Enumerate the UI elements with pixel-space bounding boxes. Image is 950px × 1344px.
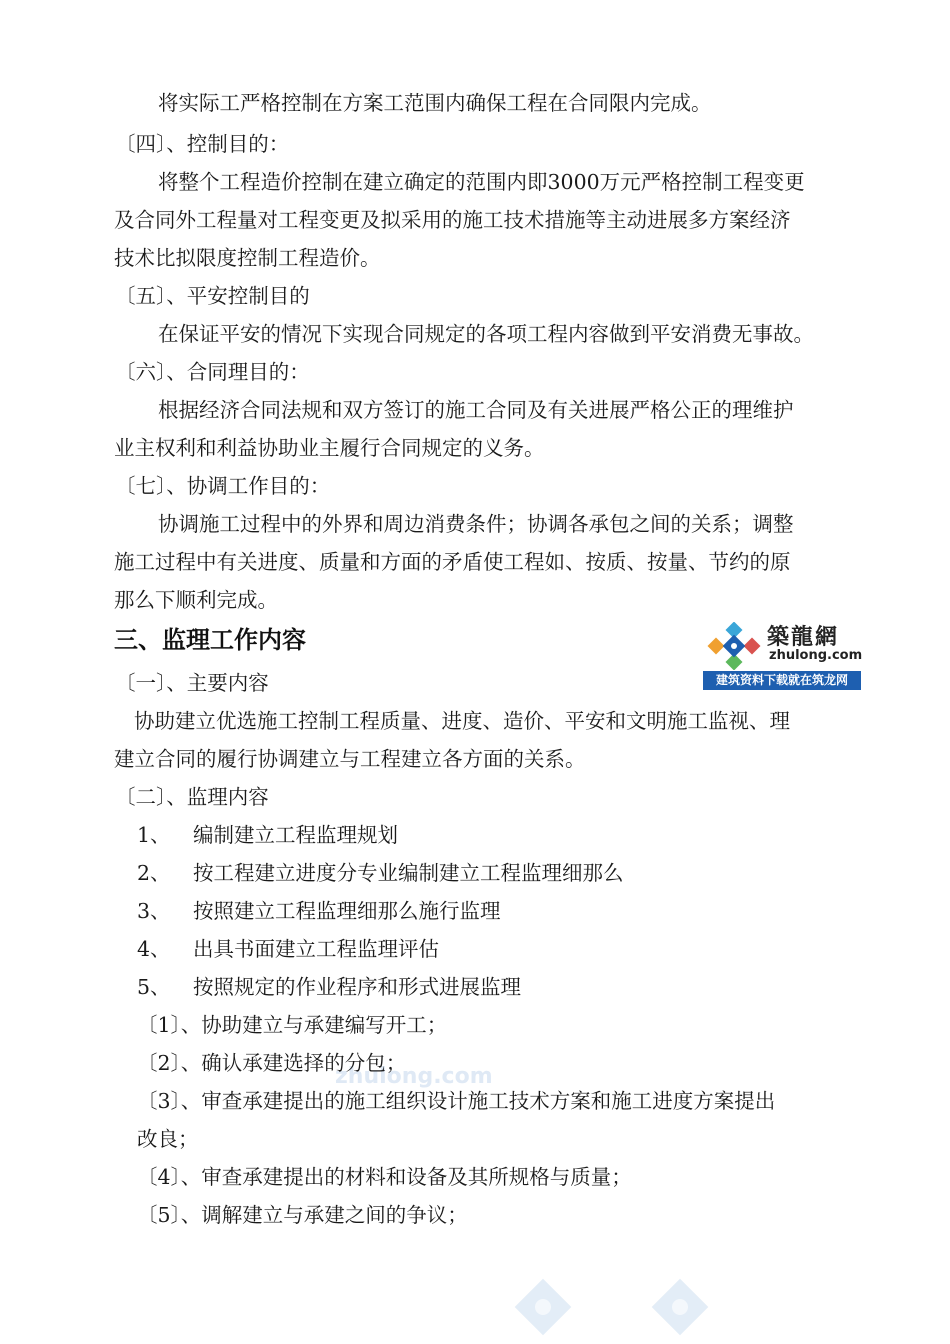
line-12: 协调施工过程中的外界和周边消费条件；协调各承包之间的关系；调整 bbox=[158, 512, 794, 536]
item-number: 1、 bbox=[137, 823, 171, 847]
line-14: 那么下顺利完成。 bbox=[114, 588, 278, 612]
sub-heading-main-content: 〔一〕、主要内容 bbox=[115, 671, 269, 695]
zhulong-logo[interactable] bbox=[703, 618, 861, 690]
logo-tagline: 建筑资料下载就在筑龙网 bbox=[703, 671, 861, 690]
heading-coordination-goal: 〔七〕、协调工作目的： bbox=[115, 474, 331, 498]
main-content-line-2: 建立合同的履行协调建立与工程建立各方面的关系。 bbox=[114, 747, 586, 771]
item-text: 编制建立工程监理规划 bbox=[193, 823, 398, 847]
heading-contract-goal: 〔六〕、合同理目的： bbox=[115, 360, 310, 384]
line-5: 技术比拟限度控制工程造价。 bbox=[114, 246, 381, 270]
item-number: 5、 bbox=[137, 975, 171, 999]
logo-cn-name: 築龍網 bbox=[767, 624, 840, 650]
line-4: 及合同外工程量对工程变更及拟采用的施工技术措施等主动进展多方案经济 bbox=[114, 208, 791, 232]
item-number: 2、 bbox=[137, 861, 171, 885]
item-text: 按照规定的作业程序和形式进展监理 bbox=[193, 975, 521, 999]
item-text: 按工程建立进度分专业编制建立工程监理细那么 bbox=[193, 861, 624, 885]
main-content-line-1: 协助建立优选施工控制工程质量、进度、造价、平安和文明施工监视、理 bbox=[134, 709, 790, 733]
paren-item: 〔1〕、协助建立与承建编写开工； bbox=[137, 1013, 448, 1037]
watermark-snowflake-icon bbox=[508, 1272, 578, 1342]
heading-control-goal: 〔四〕、控制目的： bbox=[115, 132, 290, 156]
paren-item-continued: 改良； bbox=[137, 1127, 199, 1151]
watermark-text: zhulong.com bbox=[335, 1064, 493, 1089]
snowflake-logo-icon bbox=[706, 622, 762, 670]
paren-item: 〔2〕、确认承建选择的分包； bbox=[137, 1051, 407, 1075]
line-7: 在保证平安的情况下实现合同规定的各项工程内容做到平安消费无事故。 bbox=[158, 322, 814, 346]
heading-safety-goal: 〔五〕、平安控制目的 bbox=[115, 284, 310, 308]
logo-en-name: zhulong.com bbox=[769, 648, 863, 663]
paren-item: 〔5〕、调解建立与承建之间的争议； bbox=[137, 1203, 468, 1227]
line-10: 业主权利和利益协助业主履行合同规定的义务。 bbox=[114, 436, 545, 460]
line-9: 根据经济合同法规和双方签订的施工合同及有关进展严格公正的理维护 bbox=[158, 398, 794, 422]
item-number: 4、 bbox=[137, 937, 171, 961]
line-13: 施工过程中有关进度、质量和方面的矛盾使工程如、按质、按量、节约的原 bbox=[114, 550, 791, 574]
item-number: 3、 bbox=[137, 899, 171, 923]
sub-heading-supervision-content: 〔二〕、监理内容 bbox=[115, 785, 269, 809]
line-3: 将整个工程造价控制在建立确定的范围内即3000万元严格控制工程变更 bbox=[158, 170, 805, 194]
watermark-snowflake-icon bbox=[645, 1272, 715, 1342]
paren-item: 〔4〕、审查承建提出的材料和设备及其所规格与质量； bbox=[137, 1165, 632, 1189]
paren-item: 〔3〕、审查承建提出的施工组织设计施工技术方案和施工进度方案提出 bbox=[137, 1089, 776, 1113]
item-text: 按照建立工程监理细那么施行监理 bbox=[193, 899, 501, 923]
line-1: 将实际工严格控制在方案工范围内确保工程在合同限内完成。 bbox=[158, 91, 712, 115]
section-title: 三、监理工作内容 bbox=[114, 626, 306, 654]
item-text: 出具书面建立工程监理评估 bbox=[193, 937, 439, 961]
